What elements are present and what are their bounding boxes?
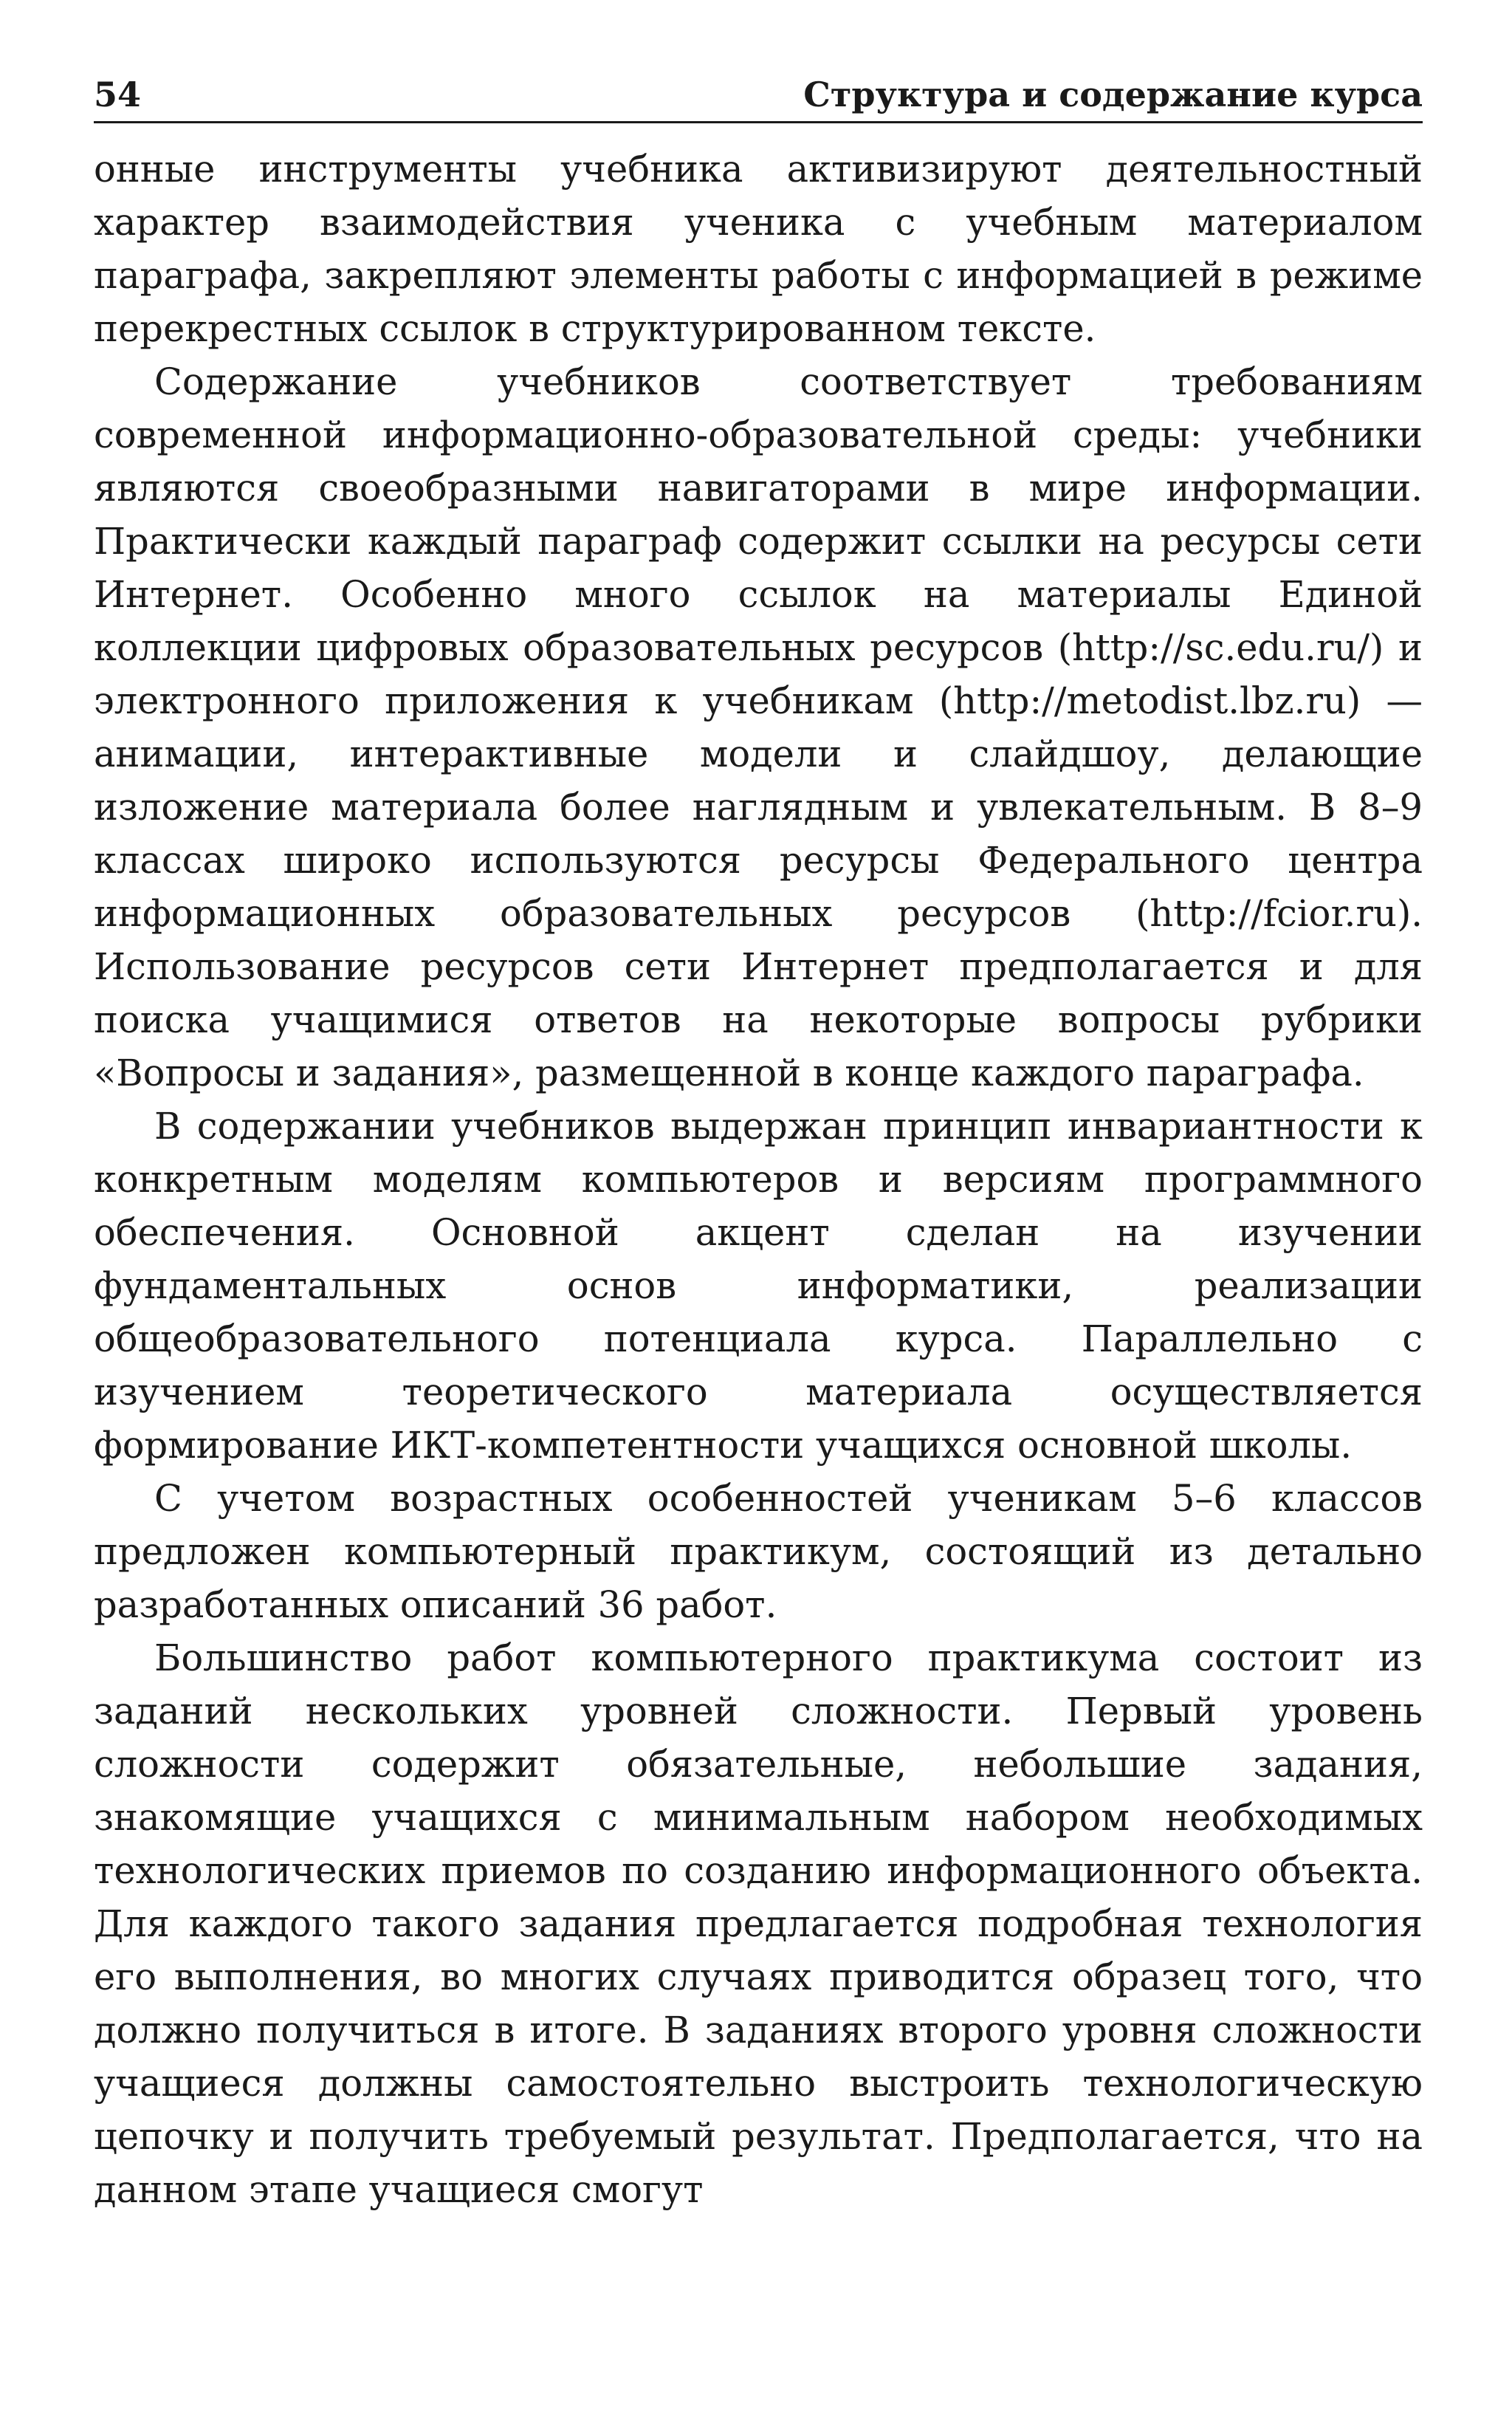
paragraph: Большинство работ компьютерного практикума состоит из заданий нескольких уровней сложности. Первый уровень сложности содержит обязательные, небольшие задания, знакомящие учащихся с минимальным набором необходимых технологических приемов по созданию информационного объекта. Для каждого такого задания предлагается подробная технология его выполнения, во многих случаях приводится образец того, что должно получиться в итоге. В заданиях второго уровня сложности учащиеся должны самостоятельно выстроить технологическую цепочку и получить требуемый результат. Предполагается, что на данном этапе учащиеся смогут [94, 1636, 1423, 2211]
body-text [94, 143, 1423, 2216]
running-head [94, 74, 1423, 123]
paragraph-continuation: онные инструменты учебника активизируют деятельностный характер взаимодействия ученика с учебным материалом параграфа, закрепляют элементы работы с информацией в режиме перекрестных ссылок в структурированном тексте. [94, 148, 1423, 350]
paragraph: Содержание учебников соответствует требованиям современной информационно-образовательной среды: учебники являются своеобразными навигаторами в мире информации. Практически каждый параграф содержит ссылки на ресурсы сети Интернет. Особенно много ссылок на материалы Единой коллекции цифровых образовательных ресурсов (http://sc.edu.ru/) и электронного приложения к учебникам (http://metodist.lbz.ru) — анимации, интерактивные модели и слайдшоу, делающие изложение материала более наглядным и увлекательным. В 8–9 классах широко используются ресурсы Федерального центра информационных образовательных ресурсов (http://fcior.ru). Использование ресурсов сети Интернет предполагается и для поиска учащимися ответов на некоторые вопросы рубрики «Вопросы и задания», размещенной в конце каждого параграфа. [94, 360, 1423, 1094]
document-page [94, 74, 1423, 2216]
paragraph: В содержании учебников выдержан принцип инвариантности к конкретным моделям компьютеров и версиям программного обеспечения. Основной акцент сделан на изучении фундаментальных основ информатики, реализации общеобразовательного потенциала курса. Параллельно с изучением теоретического материала осуществляется формирование ИКТ-компетентности учащихся основной школы. [94, 1105, 1423, 1467]
running-title: Структура и содержание курса [803, 75, 1423, 114]
paragraph: С учетом возрастных особенностей ученикам 5–6 классов предложен компьютерный практикум, состоящий из детально разработанных описаний 36 работ. [94, 1477, 1423, 1626]
page-number: 54 [94, 75, 142, 114]
